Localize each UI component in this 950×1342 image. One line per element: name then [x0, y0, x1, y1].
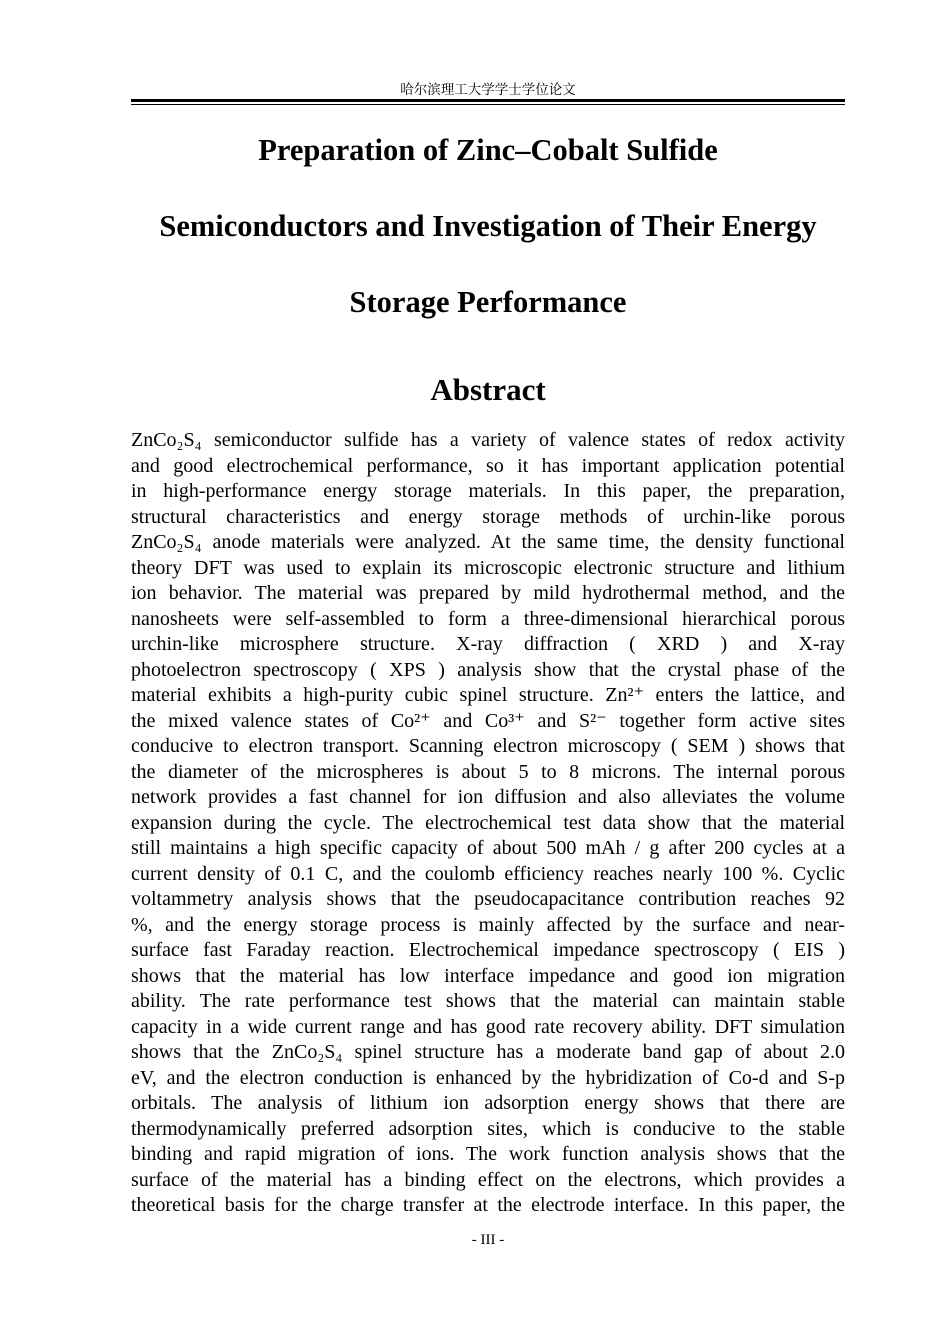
- abstract-line: capacity in a wide current range and has good rate recovery ability. DFT simulation: [131, 1015, 845, 1038]
- abstract-line: conducive to electron transport. Scanning electron microscopy ( SEM ) shows that: [131, 735, 845, 757]
- abstract-line: thermodynamically preferred adsorption sites, which is conducive to the stable: [131, 1117, 845, 1140]
- abstract-line: orbitals. The analysis of lithium ion adsorption energy shows that there are: [131, 1092, 845, 1114]
- header-rule-thin: [131, 104, 845, 105]
- paper-title: [131, 128, 845, 356]
- abstract-line: surface fast Faraday reaction. Electrochemical impedance spectroscopy ( EIS ): [131, 939, 845, 961]
- abstract-line: shows that the material has low interface impedance and good ion migration: [131, 964, 845, 987]
- abstract-line: ZnCo₂S₄ semiconductor sulfide has a variety of valence states of redox activity: [131, 429, 845, 451]
- header-rule-thick: [131, 99, 845, 102]
- abstract-line: nanosheets were self-assembled to form a three-dimensional hierarchical porous: [131, 607, 845, 630]
- title-line: Semiconductors and Investigation of Their Energy: [159, 209, 817, 243]
- abstract-line: in high-performance energy storage materials. In this paper, the preparation,: [131, 480, 845, 502]
- abstract-line: photoelectron spectroscopy ( XPS ) analysis show that the crystal phase of the: [131, 658, 845, 681]
- header-title: 哈尔滨理工大学学士学位论文: [400, 82, 576, 98]
- abstract-heading: Abstract: [430, 372, 546, 407]
- abstract-line: urchin-like microsphere structure. X-ray diffraction ( XRD ) and X-ray: [131, 633, 845, 655]
- abstract-line: network provides a fast channel for ion diffusion and also alleviates the volume: [131, 786, 845, 808]
- abstract-line: ZnCo₂S₄ anode materials were analyzed. At the same time, the density functional: [131, 531, 845, 553]
- abstract-line: surface of the material has a binding effect on the electrons, which provides a: [131, 1168, 845, 1191]
- abstract-line: ion behavior. The material was prepared by mild hydrothermal method, and the: [131, 582, 845, 604]
- abstract-line: expansion during the cycle. The electrochemical test data show that the material: [131, 811, 845, 834]
- abstract-line: eV, and the electron conduction is enhanced by the hybridization of Co-d and S-p: [131, 1066, 845, 1089]
- abstract-line: still maintains a high specific capacity of about 500 mAh / g after 200 cycles at a: [131, 837, 845, 859]
- abstract-line: theory DFT was used to explain its microscopic electronic structure and lithium: [131, 556, 845, 579]
- abstract-line: structural characteristics and energy storage methods of urchin-like porous: [131, 505, 845, 528]
- abstract-body: [131, 428, 845, 1219]
- abstract-line: current density of 0.1 C, and the coulomb efficiency reaches nearly 100 %. Cyclic: [131, 862, 845, 885]
- abstract-line: material exhibits a high-purity cubic spinel structure. Zn²⁺ enters the lattice, and: [131, 684, 845, 706]
- abstract-line: the diameter of the microspheres is about 5 to 8 microns. The internal porous: [131, 760, 845, 783]
- abstract-line: the mixed valence states of Co²⁺ and Co³⁺ and S²⁻ together form active sites: [131, 709, 845, 732]
- abstract-line: voltammetry analysis shows that the pseudocapacitance contribution reaches 92: [131, 888, 845, 910]
- abstract-line: theoretical basis for the charge transfer at the electrode interface. In this paper, the: [131, 1194, 845, 1216]
- title-line: Storage Performance: [349, 285, 627, 319]
- abstract-line: %, and the energy storage process is mainly affected by the surface and near-: [131, 913, 845, 936]
- title-line: Preparation of Zinc–Cobalt Sulfide: [258, 133, 718, 167]
- page-number: - III -: [471, 1232, 505, 1248]
- abstract-line: ability. The rate performance test shows that the material can maintain stable: [131, 990, 845, 1012]
- abstract-line: shows that the ZnCo₂S₄ spinel structure has a moderate band gap of about 2.0: [131, 1041, 845, 1063]
- abstract-line: binding and rapid migration of ions. The work function analysis shows that the: [131, 1143, 845, 1165]
- abstract-line: and good electrochemical performance, so it has important application potential: [131, 454, 845, 477]
